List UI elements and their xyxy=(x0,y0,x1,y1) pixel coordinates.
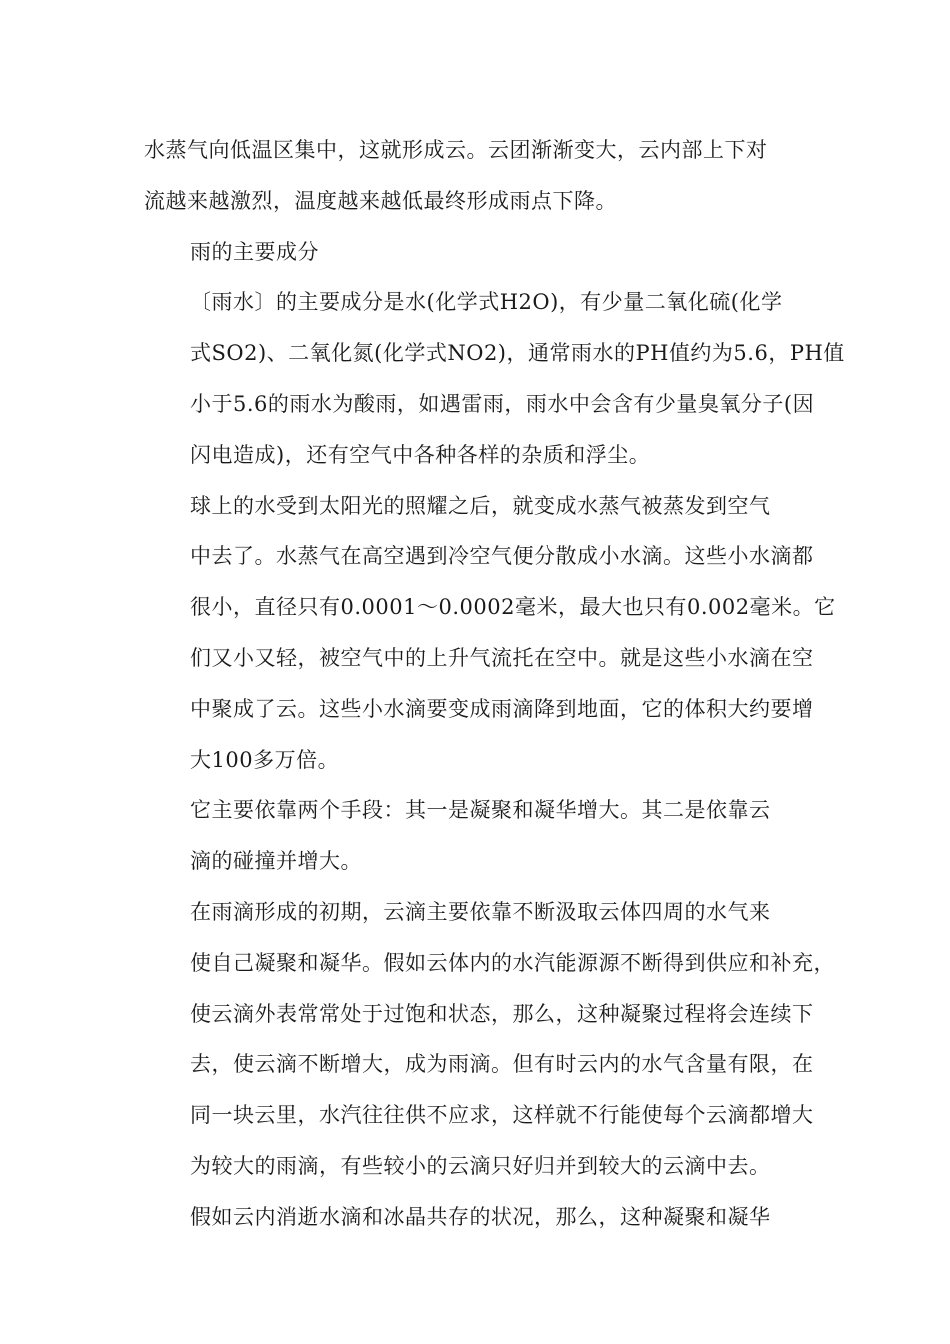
paragraph-rain-components xyxy=(144,277,845,480)
paragraph-ice-crystals xyxy=(144,1192,824,1243)
text-line: 在雨滴形成的初期，云滴主要依靠不断汲取云体四周的水气来 xyxy=(190,899,771,924)
text-line: 小于5.6的雨水为酸雨，如遇雷雨，雨水中会含有少量臭氧分子(因 xyxy=(190,391,815,416)
paragraph-water-droplets xyxy=(144,481,836,786)
paragraph-two-methods xyxy=(144,785,824,887)
text-line: 闪电造成)，还有空气中各种各样的杂质和浮尘。 xyxy=(190,442,651,467)
document-body xyxy=(144,125,845,1243)
text-line: 同一块云里，水汽往往供不应求，这样就不行能使每个云滴都增大 xyxy=(190,1103,814,1128)
text-line: 为较大的雨滴，有些较小的云滴只好归并到较大的云滴中去。 xyxy=(190,1153,771,1178)
text-line: 使自己凝聚和凝华。假如云体内的水汽能源源不断得到供应和补充， xyxy=(190,950,835,975)
text-line: 〔雨水〕的主要成分是水(化学式H2O)，有少量二氧化硫(化学 xyxy=(190,290,783,315)
paragraph-condensation xyxy=(144,887,835,1192)
paragraph-cloud-formation xyxy=(144,125,824,227)
text-line: 使云滴外表常常处于过饱和状态，那么，这种凝聚过程将会连续下 xyxy=(190,1001,814,1026)
text-line: 水蒸气向低温区集中，这就形成云。云团渐渐变大，云内部上下对 xyxy=(144,138,768,162)
text-line: 滴的碰撞并增大。 xyxy=(190,849,362,874)
text-line: 流越来越激烈，温度越来越低最终形成雨点下降。 xyxy=(144,188,617,213)
text-line: 球上的水受到太阳光的照耀之后，就变成水蒸气被蒸发到空气 xyxy=(190,493,771,518)
heading-text: 雨的主要成分 xyxy=(190,239,319,264)
text-line: 很小，直径只有0.0001～0.0002毫米，最大也只有0.002毫米。它 xyxy=(190,595,836,620)
text-line: 大100多万倍。 xyxy=(190,747,340,772)
text-line: 们又小又轻，被空气中的上升气流托在空中。就是这些小水滴在空 xyxy=(190,645,814,670)
text-line: 式SO2)、二氧化氮(化学式NO2)，通常雨水的PH值约为5.6，PH值 xyxy=(190,341,845,366)
section-heading-rain-composition xyxy=(144,227,824,278)
text-line: 去，使云滴不断增大，成为雨滴。但有时云内的水气含量有限，在 xyxy=(190,1052,814,1077)
text-line: 它主要依靠两个手段：其一是凝聚和凝华增大。其二是依靠云 xyxy=(190,798,771,823)
text-line: 中去了。水蒸气在高空遇到冷空气便分散成小水滴。这些小水滴都 xyxy=(190,544,814,569)
text-line: 假如云内消逝水滴和冰晶共存的状况，那么，这种凝聚和凝华 xyxy=(190,1204,771,1229)
text-line: 中聚成了云。这些小水滴要变成雨滴降到地面，它的体积大约要增 xyxy=(190,696,814,721)
